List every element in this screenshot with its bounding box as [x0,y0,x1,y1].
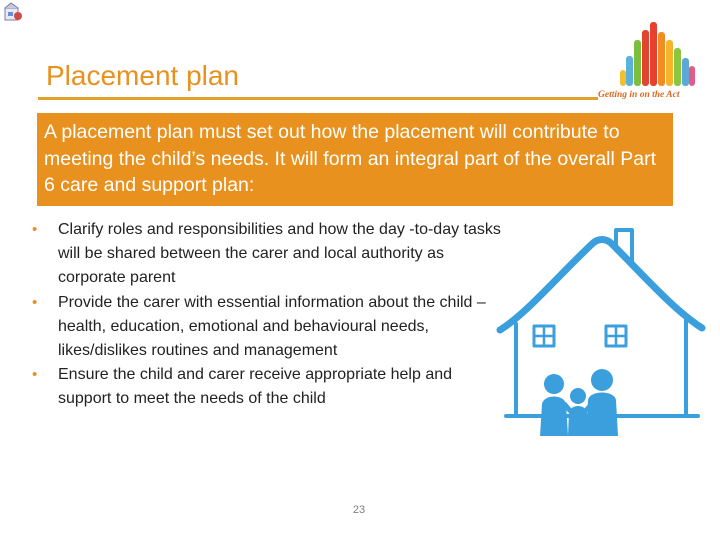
slide-title: Placement plan [46,60,240,91]
list-item [32,218,502,291]
list-item [32,291,502,364]
house-family-illustration [496,218,708,440]
title-divider [38,97,598,100]
intro-callout: A placement plan must set out how the placement will contribute to meeting the child’s needs. It will form an integral part of the overall Part 6 care and support plan: [37,113,673,206]
logo-caption: Getting in on the Act [598,90,680,100]
bullet-text: Provide the carer with essential information about the child – health, education, emotional and behavioural needs, likes/dislikes routines and management [58,293,486,360]
app-corner-icon [2,2,26,24]
bullet-marker: • [32,366,38,384]
bullet-text: Clarify roles and responsibilities and how the day -to-day tasks will be shared between the carer and local authority as corporate parent [58,221,501,287]
page-number: 23 [352,504,366,516]
list-item [32,363,502,411]
bullet-list [32,218,502,412]
bullet-marker: • [32,221,38,238]
bullet-marker: • [32,293,38,311]
bullet-text: Ensure the child and carer receive appropriate help and support to meet the needs of the child [58,366,453,408]
